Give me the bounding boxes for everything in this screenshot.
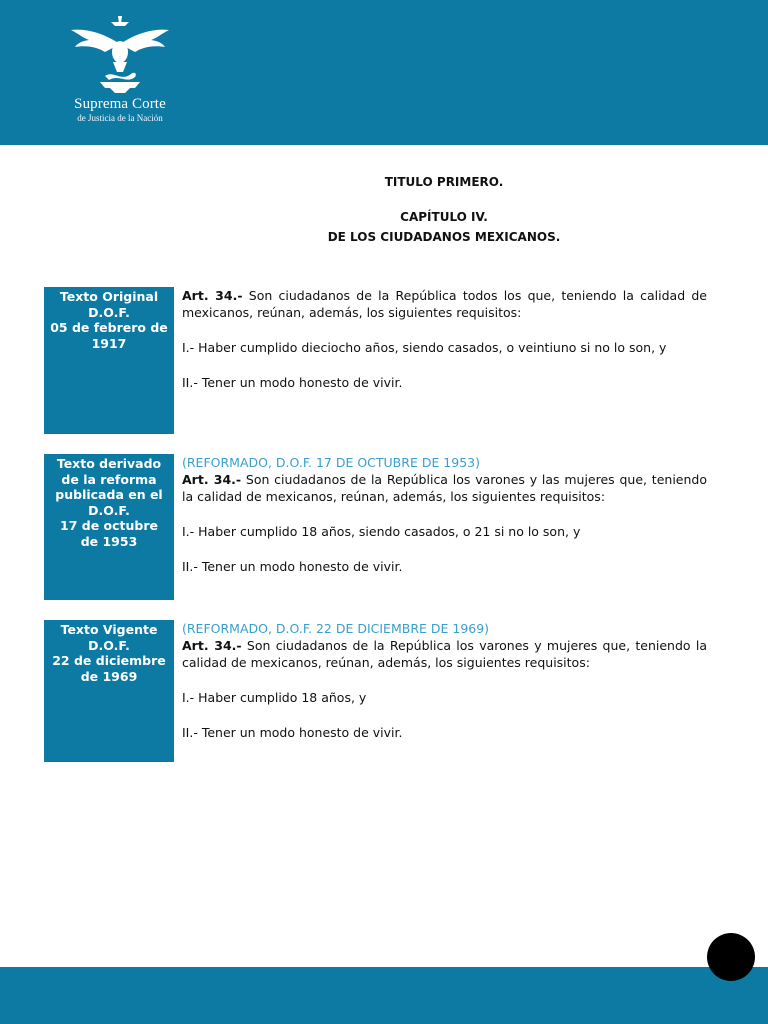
page-header (0, 0, 768, 145)
logo-subtitle: de Justicia de la Nación (77, 113, 163, 123)
chapter-heading: CAPÍTULO IV. (400, 210, 488, 224)
eagle-emblem-icon (65, 14, 175, 94)
article-label: Art. 34.- (182, 288, 243, 303)
label-line: publicada en el (55, 487, 163, 502)
requirement-item-2: II.- Tener un modo honesto de vivir. (182, 559, 403, 574)
title-heading: TITULO PRIMERO. (384, 175, 504, 189)
label-line: de 1953 (80, 533, 138, 549)
article-paragraph (182, 287, 707, 321)
label-line: de 1969 (80, 668, 138, 684)
label-line: 22 de diciembre (52, 653, 166, 668)
requirement-item-2: II.- Tener un modo honesto de vivir. (182, 375, 403, 390)
reform-note: (REFORMADO, D.O.F. 22 DE DICIEMBRE DE 1969) (182, 621, 490, 636)
label-line: de la reforma (61, 471, 157, 487)
requirement-item-2: II.- Tener un modo honesto de vivir. (182, 725, 403, 740)
requirement-item-1: I.- Haber cumplido 18 años, y (182, 690, 367, 705)
label-line: D.O.F. (88, 502, 130, 518)
requirement-item-1: I.- Haber cumplido 18 años, siendo casados, o 21 si no lo son, y (182, 524, 581, 539)
label-original-text (44, 287, 174, 434)
article-text: Son ciudadanos de la República los varones y las mujeres que, teniendo la calidad de mexicanos, reúnan, además, los siguientes requisitos: (182, 472, 707, 504)
page-footer (0, 967, 768, 1024)
article-paragraph (182, 471, 707, 505)
label-line: 17 de octubre (60, 518, 158, 533)
logo-name: Suprema Corte (74, 96, 166, 112)
article-entry-1953 (182, 454, 707, 575)
label-line: 05 de febrero de (50, 320, 168, 335)
label-line: Texto Original (59, 289, 159, 304)
article-label: Art. 34.- (182, 472, 242, 487)
label-reform-1953 (44, 454, 174, 600)
label-line: 1917 (91, 335, 127, 351)
label-line: Texto Vigente (60, 622, 158, 637)
article-label: Art. 34.- (182, 638, 242, 653)
requirement-item-1: I.- Haber cumplido dieciocho años, siendo casados, o veintiuno si no lo son, y (182, 340, 667, 355)
scjn-logo (60, 14, 180, 126)
label-line: Texto derivado (56, 456, 162, 471)
label-current-text (44, 620, 174, 762)
article-text: Son ciudadanos de la República todos los que, teniendo la calidad de mexicanos, reúnan, además, los siguientes requisitos: (182, 288, 707, 320)
article-paragraph (182, 637, 707, 671)
reform-note: (REFORMADO, D.O.F. 17 DE OCTUBRE DE 1953) (182, 455, 480, 470)
label-line: D.O.F. (88, 304, 130, 320)
chapter-subheading: DE LOS CIUDADANOS MEXICANOS. (327, 230, 561, 244)
article-text: Son ciudadanos de la República los varones y mujeres que, teniendo la calidad de mexicanos, reúnan, además, los siguientes requisitos: (182, 638, 707, 670)
article-entry-1969 (182, 620, 707, 741)
article-entry-original (182, 287, 707, 391)
label-line: D.O.F. (88, 637, 130, 653)
floating-action-button[interactable] (707, 933, 755, 981)
